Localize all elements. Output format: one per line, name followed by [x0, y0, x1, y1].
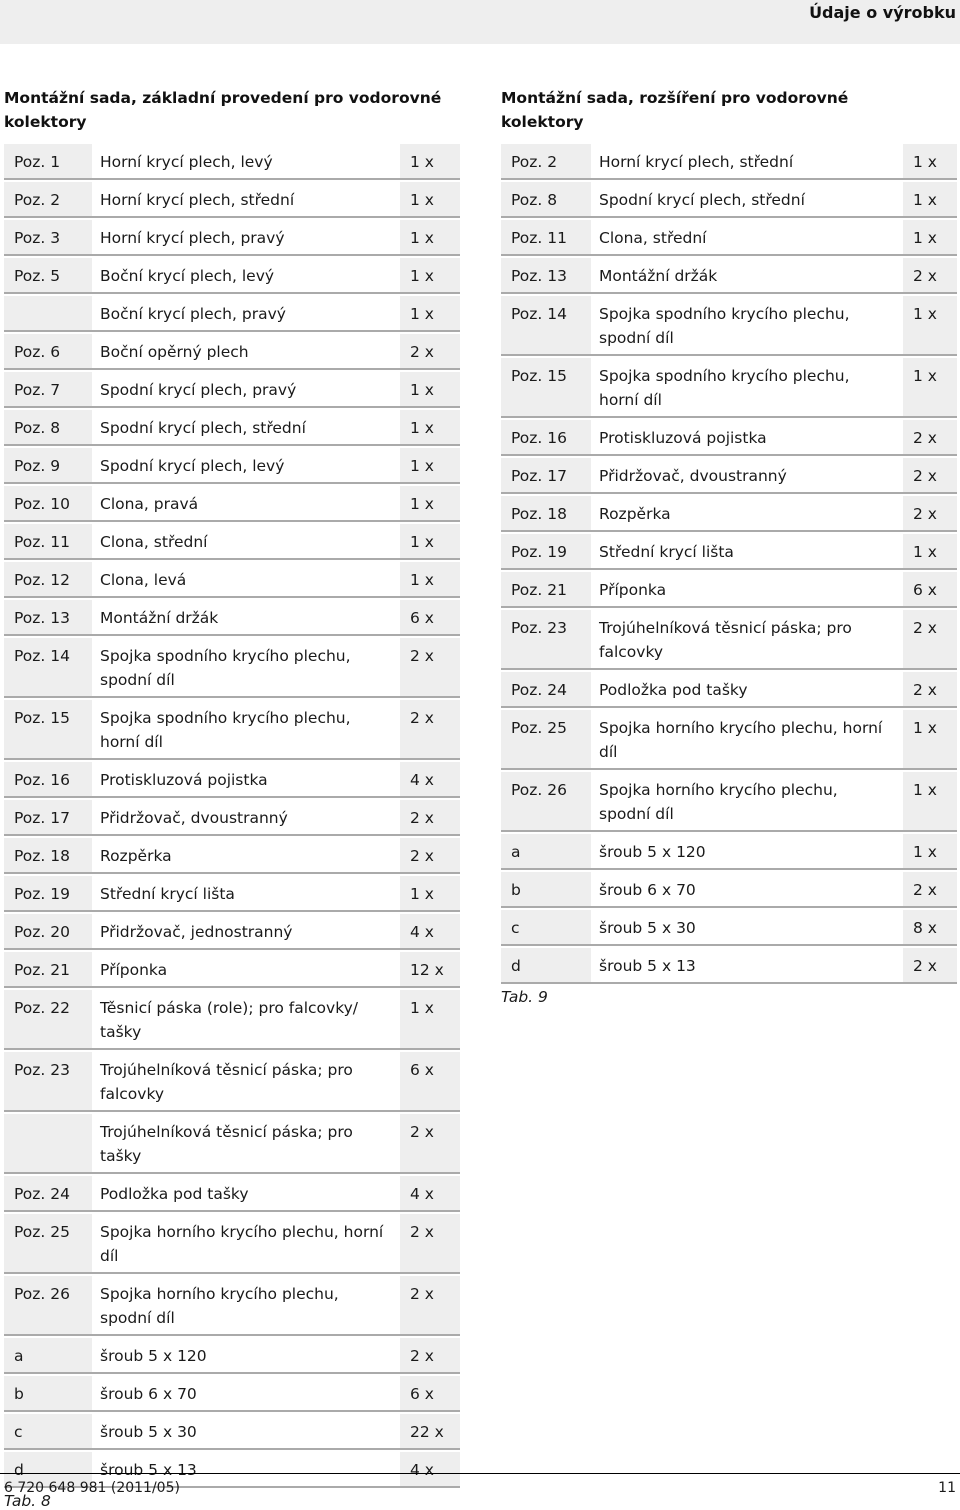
row-quantity: 2 x: [903, 257, 957, 295]
row-description: Boční krycí plech, pravý: [92, 295, 400, 333]
row-quantity: 1 x: [400, 875, 460, 913]
row-description: šroub 5 x 30: [591, 909, 903, 947]
table-row: [501, 771, 957, 833]
row-quantity: 1 x: [903, 357, 957, 419]
table-row: [501, 671, 957, 709]
table-row: [4, 799, 460, 837]
row-description: Spojka spodního krycího plechu, horní díl: [591, 357, 903, 419]
row-description: Trojúhelníková těsnicí páska; pro tašky: [92, 1113, 400, 1175]
row-quantity: 2 x: [400, 1337, 460, 1375]
table-row: [4, 485, 460, 523]
table-row: [4, 989, 460, 1051]
row-position: Poz. 1: [4, 144, 92, 181]
row-description: Spojka spodního krycího plechu, spodní díl: [92, 637, 400, 699]
right-table-title: [501, 86, 848, 134]
row-position: [4, 295, 92, 333]
row-description: Rozpěrka: [92, 837, 400, 875]
row-position: Poz. 18: [501, 495, 591, 533]
row-quantity: 2 x: [400, 1113, 460, 1175]
table-row: [4, 1275, 460, 1337]
row-position: Poz. 15: [4, 699, 92, 761]
row-description: Horní krycí plech, pravý: [92, 219, 400, 257]
row-position: Poz. 24: [501, 671, 591, 709]
row-quantity: 1 x: [400, 447, 460, 485]
table-row: [4, 561, 460, 599]
row-position: [4, 1113, 92, 1175]
row-position: Poz. 16: [4, 761, 92, 799]
row-description: Spojka spodního krycího plechu, horní díl: [92, 699, 400, 761]
row-description: Spodní krycí plech, střední: [591, 181, 903, 219]
table-row: [501, 181, 957, 219]
table-row: [4, 1051, 460, 1113]
row-description: Podložka pod tašky: [92, 1175, 400, 1213]
row-position: Poz. 11: [4, 523, 92, 561]
row-quantity: 2 x: [903, 871, 957, 909]
page-number: 11: [938, 1480, 956, 1496]
row-quantity: 2 x: [400, 637, 460, 699]
table-row: [501, 219, 957, 257]
row-quantity: 2 x: [400, 837, 460, 875]
row-position: Poz. 17: [4, 799, 92, 837]
row-quantity: 1 x: [400, 409, 460, 447]
row-position: Poz. 10: [4, 485, 92, 523]
row-quantity: 4 x: [400, 913, 460, 951]
row-description: šroub 5 x 13: [92, 1451, 400, 1489]
table-row: [501, 495, 957, 533]
row-position: Poz. 21: [4, 951, 92, 989]
row-quantity: 1 x: [400, 523, 460, 561]
row-description: šroub 5 x 30: [92, 1413, 400, 1451]
row-description: Clona, střední: [92, 523, 400, 561]
row-description: šroub 6 x 70: [92, 1375, 400, 1413]
row-position: Poz. 15: [501, 357, 591, 419]
table-caption-right: Tab. 9: [501, 988, 548, 1006]
row-quantity: 1 x: [400, 219, 460, 257]
row-quantity: 2 x: [400, 1213, 460, 1275]
row-quantity: 6 x: [400, 1375, 460, 1413]
row-description: Těsnicí páska (role); pro falcovky/ tašky: [92, 989, 400, 1051]
table-row: [4, 875, 460, 913]
table-row: [501, 571, 957, 609]
table-row: [501, 533, 957, 571]
row-description: Spodní krycí plech, střední: [92, 409, 400, 447]
row-description: Horní krycí plech, střední: [591, 144, 903, 181]
row-description: Přidržovač, jednostranný: [92, 913, 400, 951]
table-row: [501, 609, 957, 671]
table-row: [501, 709, 957, 771]
row-description: Spojka horního krycího plechu, horní díl: [591, 709, 903, 771]
row-quantity: 1 x: [400, 989, 460, 1051]
row-position: c: [4, 1413, 92, 1451]
row-description: Podložka pod tašky: [591, 671, 903, 709]
row-description: Clona, pravá: [92, 485, 400, 523]
row-description: Spojka horního krycího plechu, horní díl: [92, 1213, 400, 1275]
row-position: Poz. 2: [4, 181, 92, 219]
row-position: Poz. 8: [4, 409, 92, 447]
row-position: Poz. 25: [4, 1213, 92, 1275]
row-quantity: 1 x: [903, 295, 957, 357]
row-quantity: 2 x: [400, 799, 460, 837]
row-position: Poz. 6: [4, 333, 92, 371]
table-row: [501, 419, 957, 457]
row-quantity: 1 x: [400, 295, 460, 333]
row-position: Poz. 2: [501, 144, 591, 181]
right-table-title-line1: Montážní sada, rozšíření pro vodorovné: [501, 89, 849, 107]
row-position: Poz. 5: [4, 257, 92, 295]
right-table-title-line2: kolektory: [501, 113, 584, 131]
row-position: a: [501, 833, 591, 871]
row-position: Poz. 17: [501, 457, 591, 495]
table-caption-left: Tab. 8: [4, 1492, 51, 1510]
row-quantity: 1 x: [903, 709, 957, 771]
table-row: [4, 913, 460, 951]
row-quantity: 1 x: [400, 144, 460, 181]
row-position: Poz. 7: [4, 371, 92, 409]
table-row: [4, 699, 460, 761]
row-position: b: [501, 871, 591, 909]
table-row: [501, 295, 957, 357]
row-quantity: 2 x: [903, 419, 957, 457]
row-description: Spojka horního krycího plechu, spodní díl: [591, 771, 903, 833]
row-position: Poz. 13: [4, 599, 92, 637]
row-position: Poz. 8: [501, 181, 591, 219]
row-quantity: 2 x: [903, 495, 957, 533]
row-quantity: 6 x: [400, 599, 460, 637]
row-quantity: 1 x: [903, 771, 957, 833]
row-description: šroub 5 x 120: [92, 1337, 400, 1375]
row-position: a: [4, 1337, 92, 1375]
row-quantity: 1 x: [903, 219, 957, 257]
row-position: Poz. 22: [4, 989, 92, 1051]
document-number: 6 720 648 981 (2011/05): [4, 1480, 180, 1496]
row-description: Rozpěrka: [591, 495, 903, 533]
table-row: [4, 637, 460, 699]
row-position: Poz. 26: [501, 771, 591, 833]
table-row: [501, 144, 957, 181]
row-description: Protiskluzová pojistka: [591, 419, 903, 457]
row-description: Spojka spodního krycího plechu, spodní díl: [591, 295, 903, 357]
row-position: Poz. 23: [501, 609, 591, 671]
left-table-title-line2: kolektory: [4, 113, 87, 131]
row-position: Poz. 21: [501, 571, 591, 609]
row-position: Poz. 26: [4, 1275, 92, 1337]
table-row: [4, 144, 460, 181]
table-row: [501, 257, 957, 295]
row-description: Příponka: [92, 951, 400, 989]
table-row: [4, 761, 460, 799]
row-quantity: 12 x: [400, 951, 460, 989]
row-quantity: 1 x: [400, 257, 460, 295]
parts-table-basic: [4, 144, 460, 1490]
row-position: Poz. 16: [501, 419, 591, 457]
row-quantity: 6 x: [400, 1051, 460, 1113]
table-row: [4, 371, 460, 409]
table-row: [4, 257, 460, 295]
row-position: Poz. 18: [4, 837, 92, 875]
row-quantity: 22 x: [400, 1413, 460, 1451]
row-description: Montážní držák: [591, 257, 903, 295]
row-quantity: 2 x: [903, 671, 957, 709]
row-description: Horní krycí plech, levý: [92, 144, 400, 181]
row-description: Přidržovač, dvoustranný: [591, 457, 903, 495]
table-row: [4, 1113, 460, 1175]
row-description: Spodní krycí plech, levý: [92, 447, 400, 485]
table-row: [4, 409, 460, 447]
parts-table-extension: [501, 144, 957, 986]
row-quantity: 1 x: [903, 181, 957, 219]
row-description: Střední krycí lišta: [92, 875, 400, 913]
table-row: [4, 181, 460, 219]
row-quantity: 2 x: [400, 333, 460, 371]
row-quantity: 2 x: [400, 699, 460, 761]
table-row: [4, 1213, 460, 1275]
row-quantity: 2 x: [903, 947, 957, 985]
row-quantity: 8 x: [903, 909, 957, 947]
row-quantity: 4 x: [400, 1175, 460, 1213]
table-row: [4, 219, 460, 257]
table-row: [4, 1375, 460, 1413]
table-row: [4, 837, 460, 875]
row-quantity: 6 x: [903, 571, 957, 609]
row-quantity: 2 x: [903, 457, 957, 495]
row-description: Protiskluzová pojistka: [92, 761, 400, 799]
row-position: Poz. 20: [4, 913, 92, 951]
row-quantity: 1 x: [400, 561, 460, 599]
row-quantity: 1 x: [400, 371, 460, 409]
row-description: Boční opěrný plech: [92, 333, 400, 371]
table-row: [4, 523, 460, 561]
table-row: [4, 447, 460, 485]
table-row: [501, 457, 957, 495]
row-position: Poz. 9: [4, 447, 92, 485]
row-quantity: 2 x: [400, 1275, 460, 1337]
table-row: [501, 947, 957, 985]
table-row: [4, 333, 460, 371]
row-description: Příponka: [591, 571, 903, 609]
table-row: [4, 951, 460, 989]
row-position: Poz. 14: [501, 295, 591, 357]
row-description: Spojka horního krycího plechu, spodní díl: [92, 1275, 400, 1337]
row-description: Clona, levá: [92, 561, 400, 599]
table-row: [501, 871, 957, 909]
footer-divider: [0, 1473, 960, 1474]
row-position: Poz. 13: [501, 257, 591, 295]
row-description: šroub 5 x 120: [591, 833, 903, 871]
row-description: Střední krycí lišta: [591, 533, 903, 571]
table-row: [4, 1413, 460, 1451]
row-quantity: 1 x: [903, 144, 957, 181]
row-quantity: 1 x: [903, 533, 957, 571]
row-quantity: 2 x: [903, 609, 957, 671]
row-position: Poz. 24: [4, 1175, 92, 1213]
table-row: [4, 599, 460, 637]
row-description: Spodní krycí plech, pravý: [92, 371, 400, 409]
row-description: Montážní držák: [92, 599, 400, 637]
row-description: Trojúhelníková těsnicí páska; pro falcovky: [92, 1051, 400, 1113]
row-position: Poz. 12: [4, 561, 92, 599]
row-quantity: 1 x: [400, 181, 460, 219]
page-header-title: Údaje o výrobku: [809, 3, 956, 22]
row-quantity: 1 x: [400, 485, 460, 523]
table-row: [501, 357, 957, 419]
row-description: Horní krycí plech, střední: [92, 181, 400, 219]
row-quantity: 1 x: [903, 833, 957, 871]
row-position: Poz. 14: [4, 637, 92, 699]
row-position: Poz. 19: [501, 533, 591, 571]
row-quantity: 4 x: [400, 1451, 460, 1489]
row-position: Poz. 11: [501, 219, 591, 257]
table-row: [501, 909, 957, 947]
row-description: šroub 5 x 13: [591, 947, 903, 985]
row-description: Clona, střední: [591, 219, 903, 257]
table-row: [4, 1337, 460, 1375]
table-row: [4, 295, 460, 333]
row-position: d: [4, 1451, 92, 1489]
row-description: Trojúhelníková těsnicí páska; pro falcovky: [591, 609, 903, 671]
row-position: c: [501, 909, 591, 947]
row-description: Boční krycí plech, levý: [92, 257, 400, 295]
left-table-title-line1: Montážní sada, základní provedení pro vodorovné: [4, 89, 442, 107]
row-position: Poz. 3: [4, 219, 92, 257]
table-row: [4, 1175, 460, 1213]
row-quantity: 4 x: [400, 761, 460, 799]
row-position: d: [501, 947, 591, 985]
left-table-title: [4, 86, 441, 134]
table-row: [501, 833, 957, 871]
row-position: b: [4, 1375, 92, 1413]
row-position: Poz. 19: [4, 875, 92, 913]
row-description: šroub 6 x 70: [591, 871, 903, 909]
row-description: Přidržovač, dvoustranný: [92, 799, 400, 837]
row-position: Poz. 23: [4, 1051, 92, 1113]
row-position: Poz. 25: [501, 709, 591, 771]
page-header: [0, 0, 960, 44]
